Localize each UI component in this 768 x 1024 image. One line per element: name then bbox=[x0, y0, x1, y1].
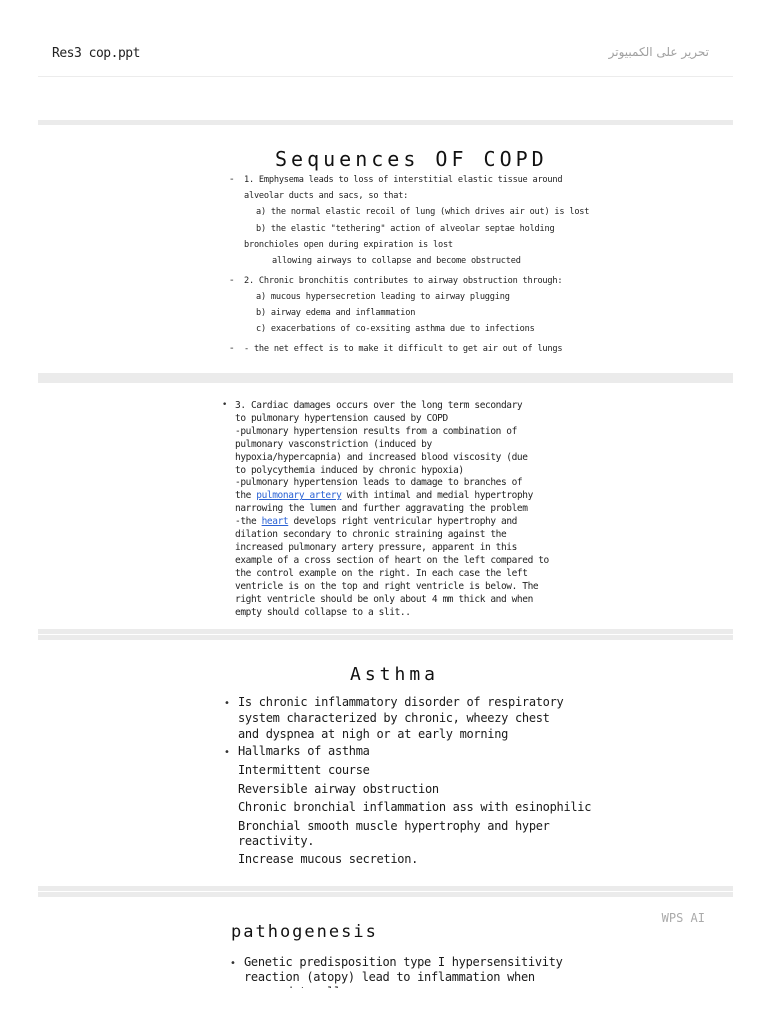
text-line: increased pulmonary artery pressure, apparent in this bbox=[235, 541, 517, 553]
text-line: c) exacerbations of co-exsiting asthma due to infections bbox=[256, 324, 535, 334]
text-line: 2. Chronic bronchitis contributes to airway obstruction through: bbox=[244, 276, 563, 286]
text-line: Chronic bronchial inflammation ass with esinophilic bbox=[238, 800, 592, 814]
bullet-marker: • bbox=[222, 400, 228, 410]
text-line: -pulmonary hypertension leads to damage to branches of bbox=[235, 477, 523, 489]
text-line bbox=[235, 516, 555, 529]
text-line: alveolar ducts and sacs, so that: bbox=[244, 191, 409, 201]
bullet-marker: - bbox=[230, 275, 234, 286]
slide-body-text bbox=[235, 400, 555, 619]
text-line bbox=[235, 490, 555, 503]
text-line: 3. Cardiac damages occurs over the long term secondary bbox=[235, 400, 523, 411]
text-fragment: with intimal and medial hypertrophy bbox=[341, 490, 533, 502]
text-line: empty should collapse to a slit.. bbox=[235, 606, 411, 618]
document-header bbox=[38, 32, 733, 77]
page-bottom-area bbox=[0, 988, 768, 1024]
text-line: to pulmonary hypertension caused by COPD bbox=[235, 412, 448, 424]
slide-cardiac-damage bbox=[38, 383, 733, 629]
text-line: b) the elastic "tethering" action of alveolar septae holding bbox=[256, 224, 555, 234]
text-line: ventricle is on the top and right ventricle is below. The bbox=[235, 580, 539, 592]
text-line: reaction (atopy) lead to inflammation when bbox=[244, 970, 535, 984]
slide-asthma bbox=[38, 640, 733, 886]
slide-title: Asthma bbox=[350, 664, 440, 685]
text-line: Bronchial smooth muscle hypertrophy and hyper bbox=[238, 819, 550, 833]
bullet-marker: - bbox=[230, 174, 234, 185]
text-fragment: develops right ventricular hypertrophy and bbox=[288, 516, 517, 528]
text-line: Genetic predisposition type I hypersensitivity bbox=[244, 955, 563, 969]
slide-sequences-of-copd bbox=[38, 125, 733, 373]
bullet-marker: • bbox=[224, 747, 230, 758]
text-line: right ventricle should be only about 4 mm thick and when bbox=[235, 593, 533, 605]
text-fragment: -the bbox=[235, 516, 262, 528]
text-line: Intermittent course bbox=[238, 763, 370, 777]
text-line: allowing airways to collapse and become obstructed bbox=[272, 256, 521, 266]
text-line: narrowing the lumen and further aggravating the problem bbox=[235, 503, 528, 515]
text-line: 1. Emphysema leads to loss of interstitial elastic tissue around bbox=[244, 175, 563, 185]
text-line: example of a cross section of heart on the left compared to bbox=[235, 554, 549, 566]
bullet-marker: - bbox=[230, 343, 234, 354]
slide-title: Sequences OF COPD bbox=[275, 147, 548, 171]
text-line: a) mucous hypersecretion leading to airway plugging bbox=[256, 292, 510, 302]
text-line: Increase mucous secretion. bbox=[238, 852, 419, 866]
edit-on-computer-link[interactable]: تحرير على الكمبيوتر bbox=[608, 45, 709, 59]
text-line: system characterized by chronic, wheezy chest bbox=[238, 711, 550, 725]
text-line: b) airway edema and inflammation bbox=[256, 308, 416, 318]
slide-title: pathogenesis bbox=[231, 922, 378, 942]
text-line: to polycythemia induced by chronic hypoxia) bbox=[235, 464, 464, 476]
wps-ai-button[interactable]: WPS AI bbox=[661, 911, 705, 925]
text-line: reactivity. bbox=[238, 834, 315, 848]
text-line: a) the normal elastic recoil of lung (which drives air out) is lost bbox=[256, 207, 590, 217]
text-line: Hallmarks of asthma bbox=[238, 744, 370, 758]
text-fragment: the bbox=[235, 490, 257, 502]
text-line: Reversible airway obstruction bbox=[238, 782, 439, 796]
text-line: -pulmonary hypertension results from a combination of bbox=[235, 425, 517, 437]
text-line: pulmonary vasconstriction (induced by bbox=[235, 438, 432, 450]
slide-pathogenesis bbox=[38, 897, 733, 990]
text-line: and dyspnea at nigh or at early morning bbox=[238, 727, 509, 741]
heart-link[interactable]: heart bbox=[261, 516, 289, 528]
text-line: the control example on the right. In each case the left bbox=[235, 567, 528, 579]
bullet-marker: • bbox=[230, 958, 236, 969]
text-line: dilation secondary to chronic straining against the bbox=[235, 529, 507, 541]
text-line: hypoxia/hypercapnia) and increased blood viscosity (due bbox=[235, 451, 528, 463]
text-line: Is chronic inflammatory disorder of respiratory bbox=[238, 695, 564, 709]
text-line: bronchioles open during expiration is lost bbox=[244, 240, 453, 250]
text-line: - the net effect is to make it difficult to get air out of lungs bbox=[244, 344, 563, 354]
pulmonary-artery-link[interactable]: pulmonary artery bbox=[256, 490, 342, 502]
bullet-marker: • bbox=[224, 698, 230, 709]
blank-slide-strip bbox=[38, 77, 733, 115]
document-title: Res3 cop.ppt bbox=[52, 46, 140, 61]
